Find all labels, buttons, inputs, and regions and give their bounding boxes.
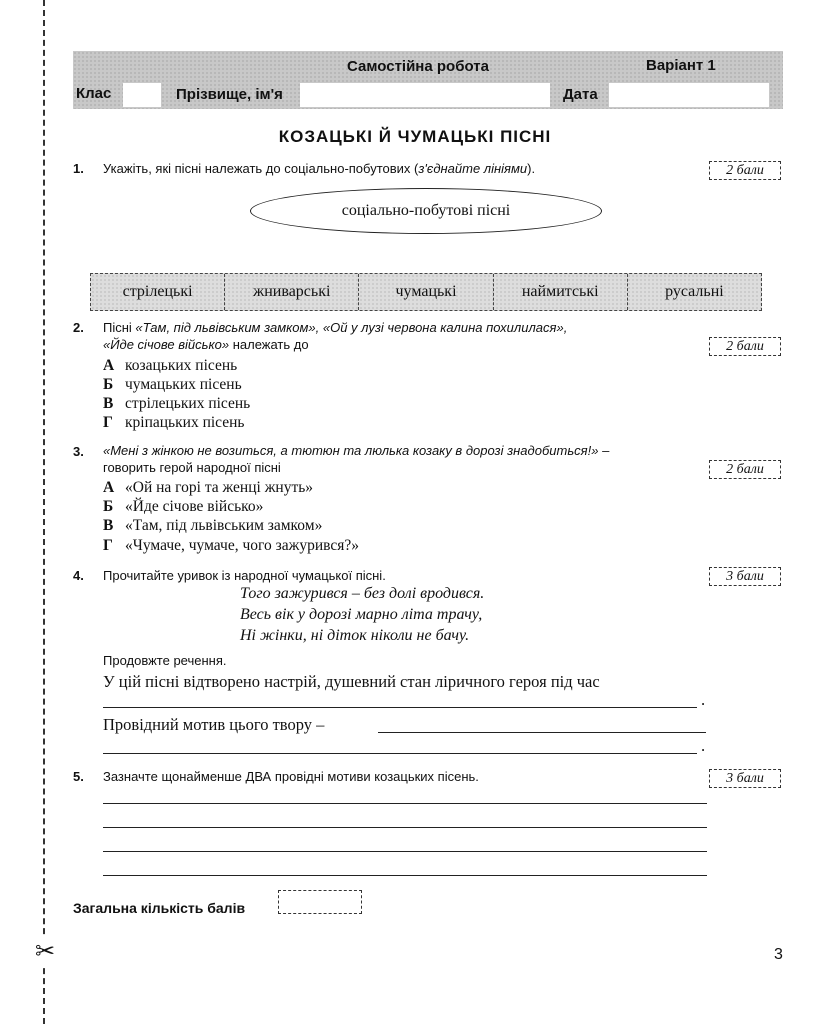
q3-number: 3. [73, 444, 84, 459]
q1-text: Укажіть, які пісні належать до соціально-побутових (з'єднайте лініями). [103, 161, 536, 176]
q3-text: «Мені з жінкою не возиться, а тютюн та люлька козаку в дорозі знадобиться!» – говорить герой народної пісні [103, 443, 610, 475]
q2-option-a[interactable]: А козацьких пісень [103, 357, 238, 374]
name-label: Прізвище, ім'я [176, 86, 283, 103]
q5-score-box: 3 бали [709, 769, 781, 788]
q2-option-d[interactable]: Г кріпацьких пісень [103, 414, 245, 431]
q4-text: Прочитайте уривок із народної чумацької пісні. [103, 568, 386, 583]
q2-score-box: 2 бали [709, 337, 781, 356]
sentence-1-period: . [701, 690, 706, 709]
sentence-1: У цій пісні відтворено настрій, душевний стан ліричного героя під час [103, 672, 600, 691]
q1-score-box: 2 бали [709, 161, 781, 180]
category-cell[interactable]: русальні [665, 283, 724, 300]
class-label: Клас [76, 85, 112, 102]
q2-number: 2. [73, 320, 84, 335]
variant-label: Варіант 1 [646, 57, 716, 74]
total-score-label: Загальна кількість балів [73, 900, 246, 916]
answer-line[interactable] [103, 875, 707, 876]
answer-line[interactable] [378, 732, 706, 733]
q2-option-c[interactable]: В стрілецьких пісень [103, 395, 251, 412]
q3-option-a[interactable]: А «Ой на горі та женці жнуть» [103, 479, 314, 496]
q5-text: Зазначте щонайменше ДВА провідні мотиви козацьких пісень. [103, 769, 479, 784]
category-cell[interactable]: жниварські [225, 274, 359, 310]
q2-option-b[interactable]: Б чумацьких пісень [103, 376, 242, 393]
social-songs-ellipse: соціально-побутові пісні [250, 188, 602, 234]
q3-option-b[interactable]: Б «Йде січове військо» [103, 498, 264, 515]
q4-score-box: 3 бали [709, 567, 781, 586]
date-field[interactable] [609, 83, 769, 107]
song-categories-table [90, 273, 762, 311]
poem-line: Весь вік у дорозі марно літа трачу, [240, 606, 483, 623]
answer-line[interactable] [103, 753, 697, 754]
scissors-icon: ✂ [32, 936, 58, 966]
answer-line[interactable] [103, 707, 697, 708]
q4-number: 4. [73, 568, 84, 583]
q5-number: 5. [73, 769, 84, 784]
q3-score-box: 2 бали [709, 460, 781, 479]
answer-line[interactable] [103, 827, 707, 828]
q3-option-c[interactable]: В «Там, під львівським замком» [103, 517, 323, 534]
poem-line: Ні жінки, ні діток ніколи не бачу. [240, 627, 470, 644]
poem-line: Того зажурився – без долі вродився. [240, 585, 485, 602]
page-number: 3 [774, 946, 783, 963]
work-title: Самостійна робота [347, 58, 489, 75]
answer-line[interactable] [103, 803, 707, 804]
q1-number: 1. [73, 161, 84, 176]
header-bar [73, 51, 783, 109]
q3-option-d[interactable]: Г «Чумаче, чумаче, чого зажурився?» [103, 537, 359, 554]
answer-line[interactable] [103, 851, 707, 852]
category-cell[interactable]: наймитські [494, 274, 628, 310]
continue-instruction: Продовжте речення. [103, 653, 227, 668]
page-title: КОЗАЦЬКІ Й ЧУМАЦЬКІ ПІСНІ [278, 127, 552, 146]
sentence-2-period: . [701, 736, 706, 755]
category-cell[interactable]: чумацькі [359, 274, 493, 310]
class-field[interactable] [123, 83, 161, 107]
q2-text: Пісні «Там, під львівським замком», «Ой у лузі червона калина похилилася», «Йде січове військо» належать до [103, 320, 568, 352]
date-label: Дата [563, 86, 598, 103]
category-cell[interactable]: стрілецькі [91, 274, 225, 310]
total-score-box[interactable] [278, 890, 362, 914]
cut-line [43, 0, 45, 1024]
name-field[interactable] [300, 83, 550, 107]
sentence-2: Провідний мотив цього твору – [103, 715, 325, 734]
